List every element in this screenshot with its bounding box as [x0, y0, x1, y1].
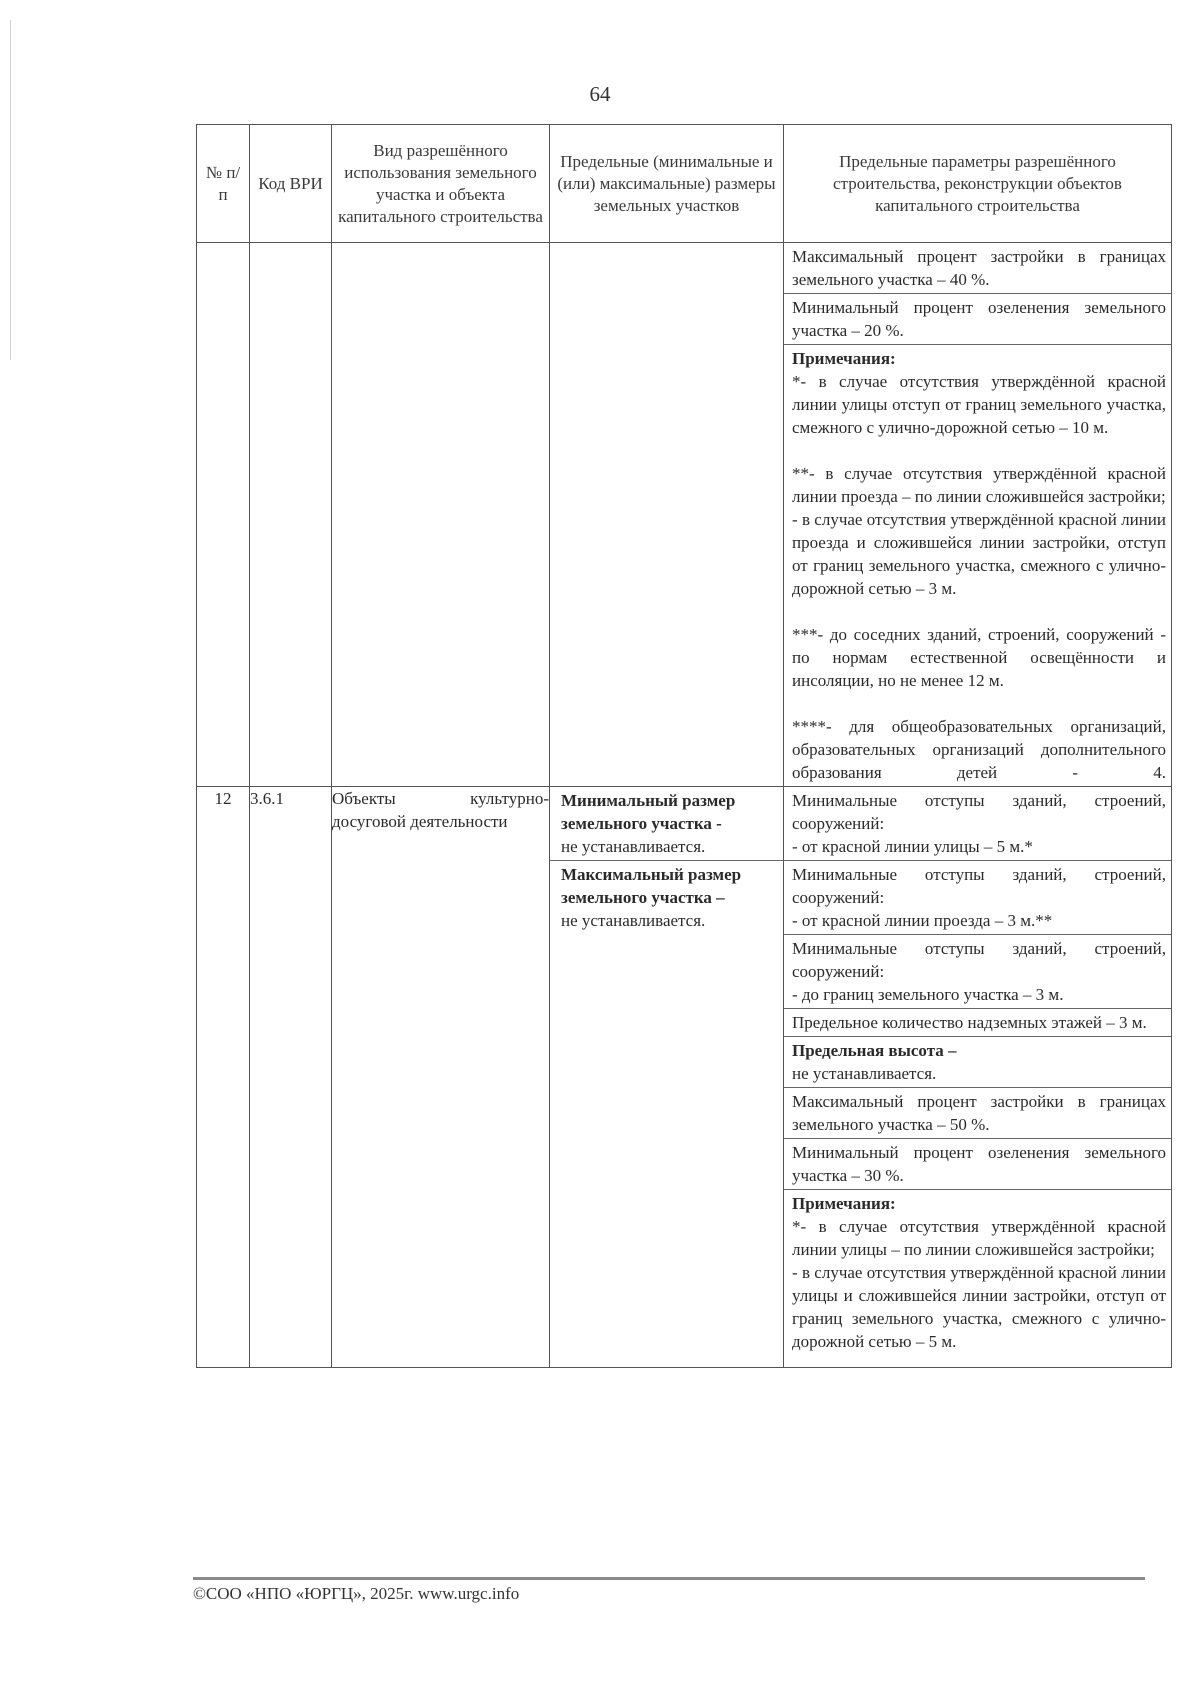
notes-title: Примечания: — [792, 1194, 896, 1213]
header-sizes: Предельные (минимальные и (или) максимальные) размеры земельных участков — [550, 125, 784, 243]
regulations-table — [196, 124, 1172, 1368]
params-cell — [784, 243, 1172, 787]
footer-copyright: ©СОО «НПО «ЮРГЦ», 2025г. www.urgc.info — [193, 1584, 520, 1603]
min-size-label: Минимальный размер земельного участка - — [561, 791, 736, 833]
setback-title: Минимальные отступы зданий, строений, сооружений: — [792, 939, 1166, 981]
note-1b: - в случае отсутствия утверждённой красной линии улицы и сложившейся линии застройки, отступ от границ земельного участка, смежного с улично-дорожной сетью – 5 м. — [792, 1263, 1166, 1351]
max-floors: Предельное количество надземных этажей – 3 м. — [784, 1009, 1171, 1037]
note-2a: **- в случае отсутствия утверждённой красной линии проезда – по линии сложившейся застройки; — [792, 464, 1166, 506]
max-size-label: Максимальный размер земельного участка – — [561, 865, 742, 907]
setback-street — [784, 787, 1171, 861]
notes-block — [784, 345, 1171, 786]
cell-empty — [250, 243, 332, 787]
max-height-value: не устанавливается. — [792, 1064, 937, 1083]
note-4: ****- для общеобразовательных организаций, образовательных организаций дополнительного образования детей - 4. — [792, 717, 1166, 782]
setback-boundary — [784, 935, 1171, 1009]
max-build-percent: Максимальный процент застройки в границах земельного участка – 50 %. — [784, 1088, 1171, 1139]
setback-passage — [784, 861, 1171, 935]
header-params: Предельные параметры разрешённого строительства, реконструкции объектов капитального строительства — [784, 125, 1172, 243]
table-row-continued — [197, 243, 1172, 787]
setback-value: - от красной линии улицы – 5 м.* — [792, 837, 1033, 856]
table-header-row — [197, 125, 1172, 243]
min-green-percent: Минимальный процент озеленения земельного участка – 20 %. — [784, 294, 1171, 345]
max-size-value: не устанавливается. — [561, 911, 706, 930]
table-row-12 — [197, 787, 1172, 1368]
row-num: 12 — [197, 787, 250, 1368]
min-green-percent: Минимальный процент озеленения земельного участка – 30 %. — [784, 1139, 1171, 1190]
min-size-block — [550, 787, 783, 861]
setback-title: Минимальные отступы зданий, строений, сооружений: — [792, 865, 1166, 907]
note-3: ***- до соседних зданий, строений, сооружений - по нормам естественной освещённости и инсоляции, но не менее 12 м. — [792, 625, 1166, 690]
page-number: 64 — [589, 82, 611, 106]
setback-value: - от красной линии проезда – 3 м.** — [792, 911, 1053, 930]
note-1: *- в случае отсутствия утверждённой красной линии улицы отступ от границ земельного участка, смежного с улично-дорожной сетью – 10 м. — [792, 372, 1166, 437]
max-height — [784, 1037, 1171, 1088]
header-type: Вид разрешённого использования земельного участка и объекта капитального строительства — [332, 125, 550, 243]
setback-title: Минимальные отступы зданий, строений, сооружений: — [792, 791, 1166, 833]
setback-value: - до границ земельного участка – 3 м. — [792, 985, 1064, 1004]
row-code: 3.6.1 — [250, 787, 332, 1368]
footer-divider — [193, 1577, 1145, 1580]
max-height-title: Предельная высота – — [792, 1041, 957, 1060]
notes-title: Примечания: — [792, 349, 896, 368]
min-size-value: не устанавливается. — [561, 837, 706, 856]
note-2b: - в случае отсутствия утверждённой красной линии проезда и сложившейся линии застройки, отступ от границ земельного участка, смежного с улично-дорожной сетью – 3 м. — [792, 510, 1166, 598]
cell-empty — [197, 243, 250, 787]
cell-empty — [550, 243, 784, 787]
header-code: Код ВРИ — [250, 125, 332, 243]
sizes-cell — [550, 787, 784, 1368]
row-type: Объекты культурно-досуговой деятельности — [332, 787, 550, 1368]
notes-block — [784, 1190, 1171, 1367]
params-cell — [784, 787, 1172, 1368]
header-num: № п/п — [197, 125, 250, 243]
max-build-percent: Максимальный процент застройки в границах земельного участка – 40 %. — [784, 243, 1171, 294]
scan-edge-mark — [10, 20, 11, 360]
note-1a: *- в случае отсутствия утверждённой красной линии улицы – по линии сложившейся застройки; — [792, 1217, 1166, 1259]
max-size-block — [550, 861, 783, 934]
cell-empty — [332, 243, 550, 787]
